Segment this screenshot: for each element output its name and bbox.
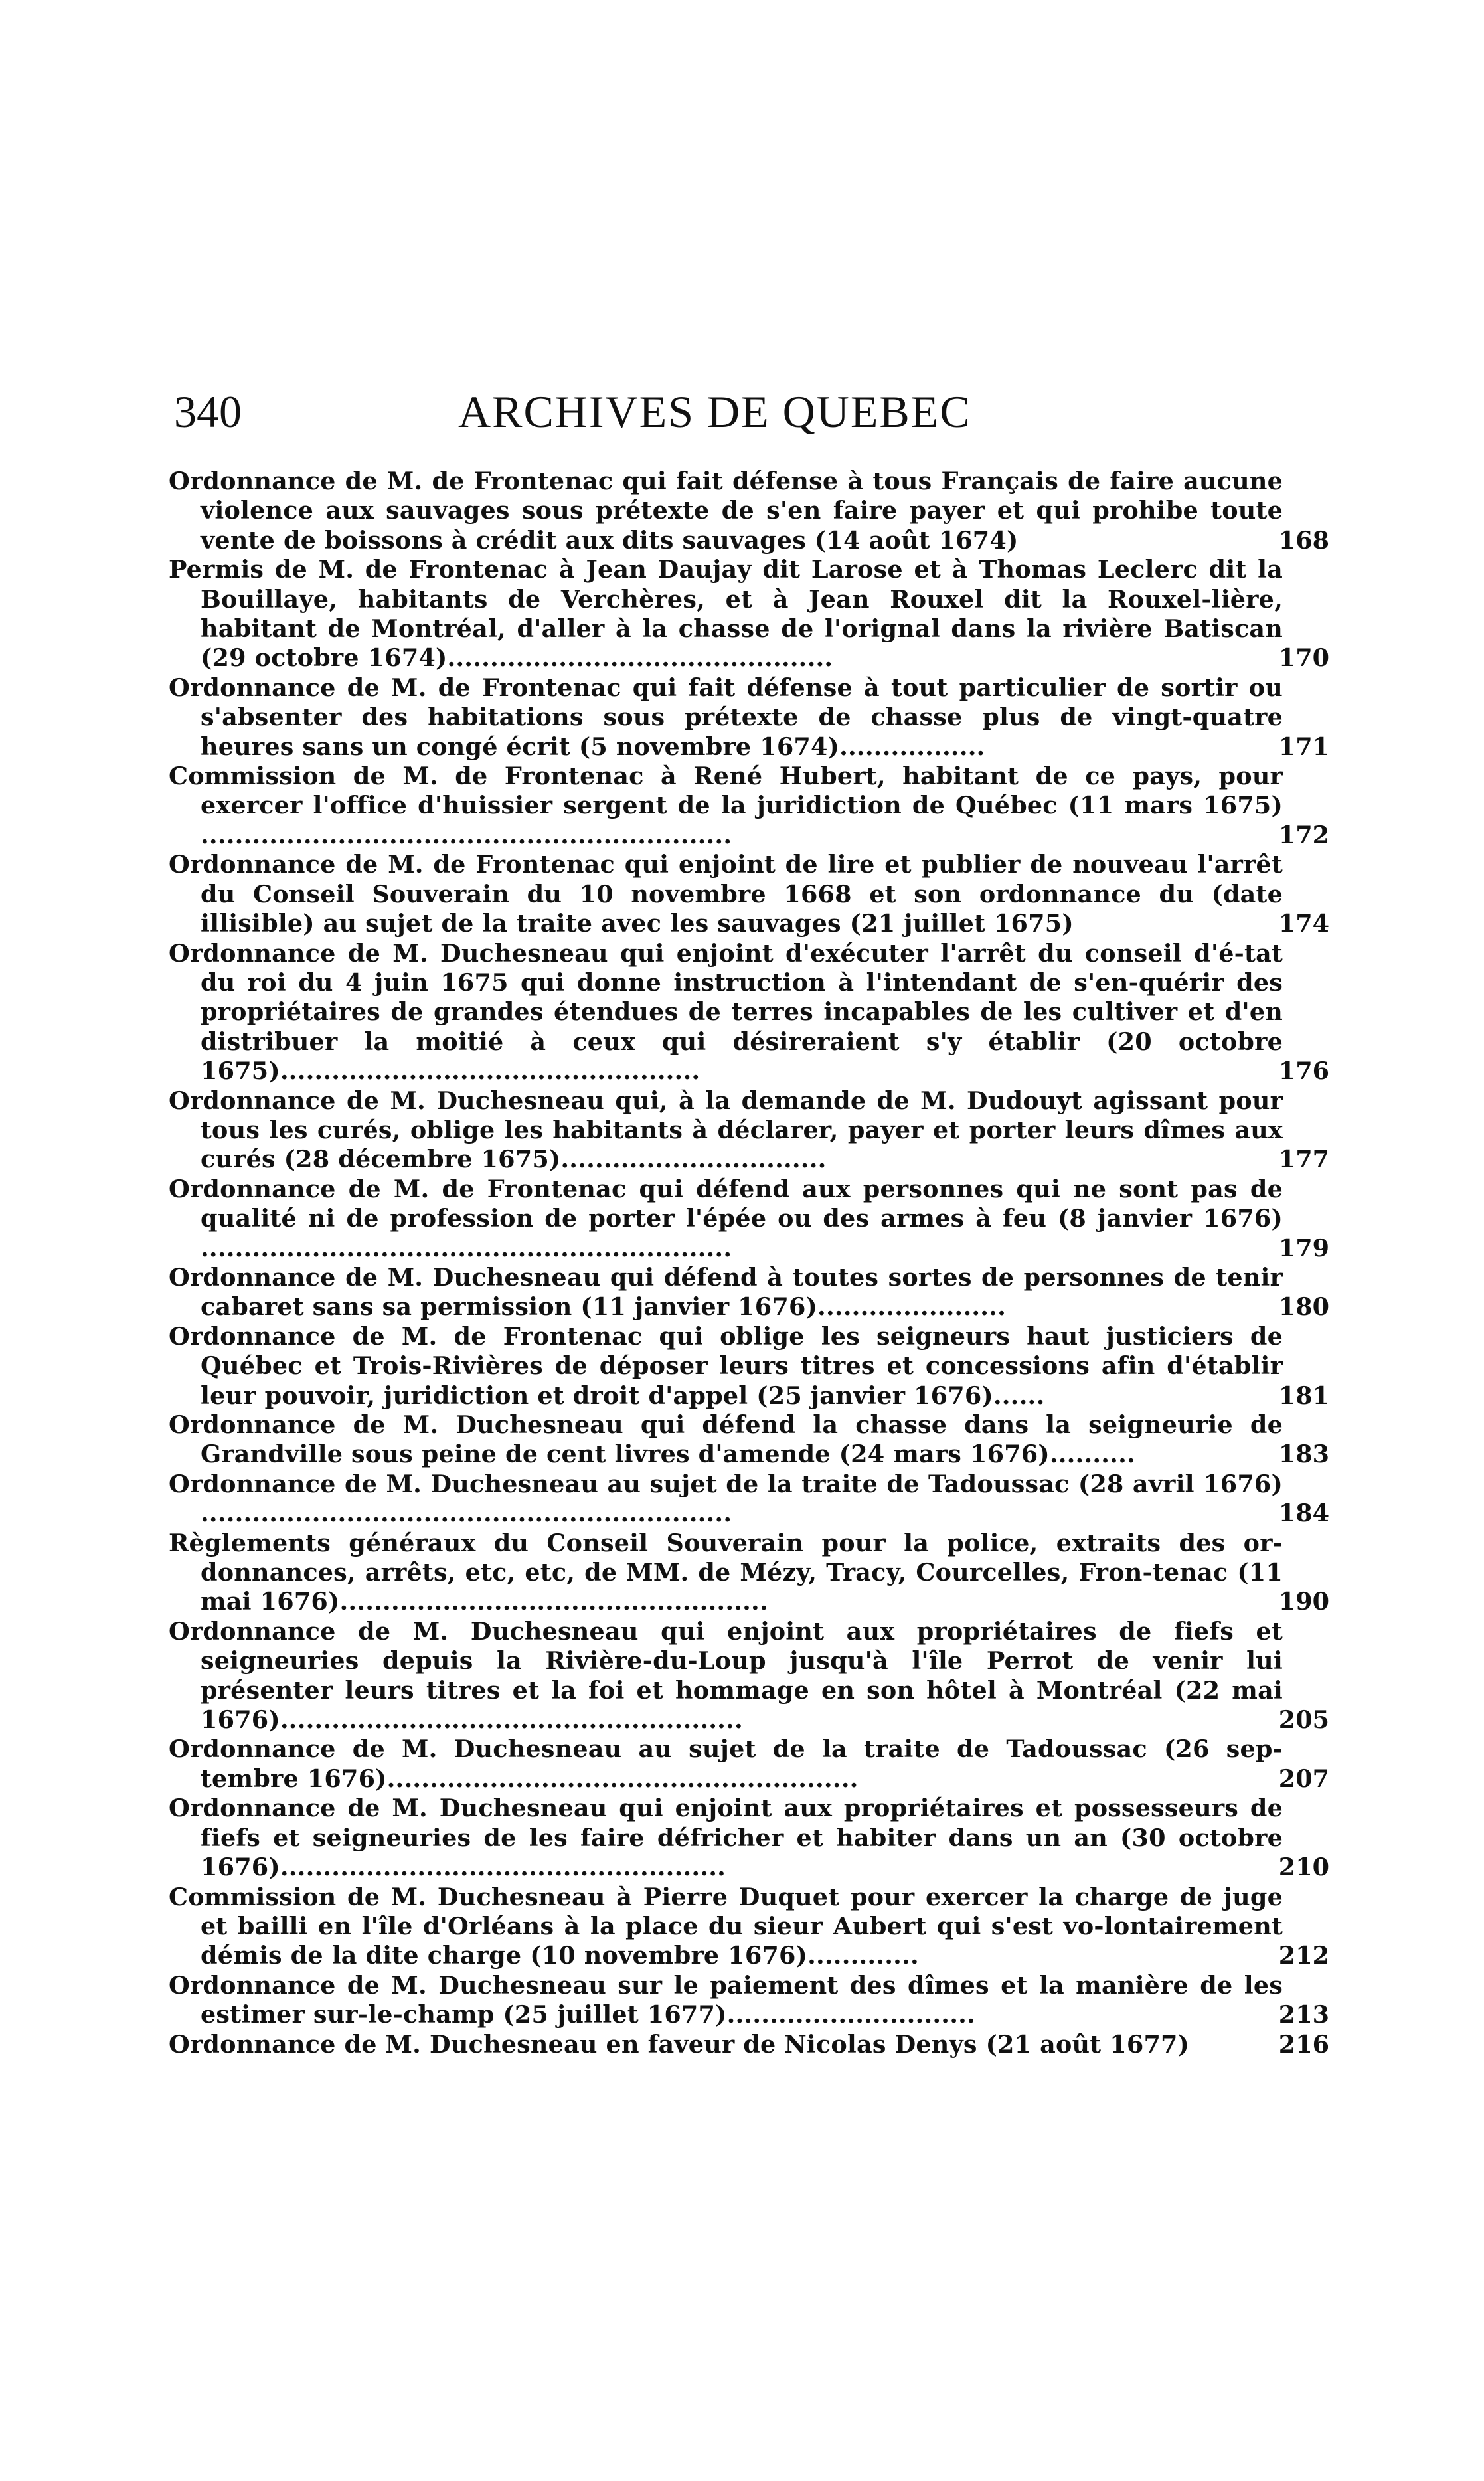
- toc-entry-text: Ordonnance de M. Duchesneau qui défend à toutes sortes de personnes de tenir cabaret sans sa permission (11 janvier 1676)......................: [169, 1262, 1283, 1322]
- toc-entry: [169, 467, 1329, 555]
- toc-entry: [169, 1411, 1329, 1470]
- toc-entry-text: Ordonnance de M. Duchesneau au sujet de la traite de Tadoussac (26 sep-tembre 1676).......................................................: [169, 1735, 1283, 1793]
- toc-entry-page-number: 172: [1278, 820, 1329, 849]
- page-header: [174, 379, 1303, 452]
- toc-entry-text: Ordonnance de M. Duchesneau qui enjoint aux propriétaires de fiefs et seigneuries depuis la Rivière-du-Loup jusqu'à l'île Perrot de venir lui présenter leurs titres et la foi et hommage en son hôtel à Montréal (22 mai 1676)......................................................: [169, 1616, 1283, 1735]
- toc-entry-text: Règlements généraux du Conseil Souverain pour la police, extraits des or-donnances, arrêts, etc, etc, de MM. de Mézy, Tracy, Courcelles, Fron-tenac (11 mai 1676)..................................................: [169, 1528, 1283, 1616]
- toc-entry-text: Ordonnance de M. de Frontenac qui oblige les seigneurs haut justiciers de Québec et Trois-Rivières de déposer leurs titres et concessions afin d'établir leur pouvoir, juridiction et droit d'appel (25 janvier 1676)......: [169, 1322, 1283, 1410]
- toc-entry-text: Ordonnance de M. Duchesneau sur le paiement des dîmes et la manière de les estimer sur-le-champ (25 juillet 1677).............................: [169, 1970, 1283, 2029]
- toc-entry-page-number: 179: [1278, 1233, 1329, 1262]
- page-number: 340: [174, 386, 242, 437]
- toc-entry-text: Ordonnance de M. Duchesneau au sujet de la traite de Tadoussac (28 avril 1676) ..............................................................: [169, 1469, 1283, 1528]
- toc-entry-page-number: 216: [1278, 2029, 1329, 2059]
- toc-entry-page-number: 213: [1278, 2000, 1329, 2029]
- toc-entry-text: Commission de M. de Frontenac à René Hubert, habitant de ce pays, pour exercer l'office d'huissier sergent de la juridiction de Québec (11 mars 1675) ..............................................................: [169, 762, 1283, 849]
- toc-entry-text: Ordonnance de M. de Frontenac qui défend aux personnes qui ne sont pas de qualité ni de profession de porter l'épée ou des armes à feu (8 janvier 1676) ..............................................................: [169, 1174, 1283, 1262]
- toc-entry: [169, 1971, 1329, 2030]
- toc-entry: [169, 2030, 1329, 2059]
- toc-entry: [169, 1883, 1329, 1971]
- toc-entry-page-number: 207: [1278, 1764, 1329, 1793]
- toc-entry-page-number: 174: [1278, 909, 1329, 938]
- toc-entry-text: Ordonnance de M. de Frontenac qui enjoint de lire et publier de nouveau l'arrêt du Conseil Souverain du 10 novembre 1668 et son ordonnance du (date illisible) au sujet de la traite avec les sauvages (21 juillet 1675): [169, 850, 1283, 938]
- toc-entry: [169, 555, 1329, 673]
- running-title: ARCHIVES DE QUEBEC: [458, 386, 971, 437]
- toc-entry: [169, 1735, 1329, 1794]
- toc-entry-text: Permis de M. de Frontenac à Jean Daujay dit Larose et à Thomas Leclerc dit la Bouillaye, habitants de Verchères, et à Jean Rouxel dit la Rouxel-lière, habitant de Montréal, d'aller à la chasse de l'orignal dans la rivière Batiscan (29 octobre 1674).............................................: [169, 555, 1283, 673]
- toc-entry: [169, 939, 1329, 1086]
- toc-entry: [169, 1175, 1329, 1263]
- toc-entry: [169, 1086, 1329, 1175]
- toc-entry: [169, 1617, 1329, 1735]
- toc-entry-text: Ordonnance de M. Duchesneau qui défend la chasse dans la seigneurie de Grandville sous peine de cent livres d'amende (24 mars 1676)..........: [169, 1411, 1283, 1469]
- toc-entry-page-number: 176: [1278, 1057, 1329, 1086]
- toc-entry-page-number: 171: [1278, 732, 1329, 761]
- toc-entry-text: Ordonnance de M. Duchesneau en faveur de Nicolas Denys (21 août 1677): [169, 2029, 1190, 2059]
- toc-entry: [169, 1470, 1329, 1529]
- toc-entry: [169, 1794, 1329, 1882]
- toc-entry-page-number: 170: [1278, 643, 1329, 673]
- toc-entry-text: Ordonnance de M. Duchesneau qui, à la demande de M. Dudouyt agissant pour tous les curés, oblige les habitants à déclarer, payer et porter leurs dîmes aux curés (28 décembre 1675)...............................: [169, 1086, 1283, 1174]
- toc-entry-text: Ordonnance de M. Duchesneau qui enjoint d'exécuter l'arrêt du conseil d'é-tat du roi du 4 juin 1675 qui donne instruction à l'intendant de s'en-quérir des propriétaires de grandes étendues de terres incapables de les cultiver et d'en distribuer la moitié à ceux qui désireraient s'y établir (20 octobre 1675).................................................: [169, 938, 1283, 1086]
- toc-entry-page-number: 190: [1278, 1587, 1329, 1616]
- toc-entry-page-number: 184: [1278, 1499, 1329, 1528]
- toc-entry: [169, 762, 1329, 850]
- toc-entry-page-number: 180: [1278, 1292, 1329, 1322]
- toc-entry: [169, 673, 1329, 762]
- toc-entry-text: Ordonnance de M. de Frontenac qui fait défense à tout particulier de sortir ou s'absenter des habitations sous prétexte de chasse plus de vingt-quatre heures sans un congé écrit (5 novembre 1674).................: [169, 673, 1283, 761]
- toc-entry-page-number: 181: [1278, 1381, 1329, 1410]
- toc-entry: [169, 1322, 1329, 1411]
- toc-entry-text: Ordonnance de M. Duchesneau qui enjoint aux propriétaires et possesseurs de fiefs et seigneuries de les faire défricher et habiter dans un an (30 octobre 1676)....................................................: [169, 1794, 1283, 1882]
- toc-entry-page-number: 210: [1278, 1853, 1329, 1882]
- toc-entry: [169, 850, 1329, 938]
- toc-entry-page-number: 205: [1278, 1705, 1329, 1735]
- toc-entry-page-number: 183: [1278, 1440, 1329, 1469]
- toc-entry-page-number: 177: [1278, 1145, 1329, 1174]
- toc-entry-page-number: 212: [1278, 1941, 1329, 1970]
- toc-entry-page-number: 168: [1278, 525, 1329, 555]
- toc-entry: [169, 1529, 1329, 1617]
- toc-entry: [169, 1263, 1329, 1322]
- toc-entry-text: Ordonnance de M. de Frontenac qui fait défense à tous Français de faire aucune violence aux sauvages sous prétexte de s'en faire payer et qui prohibe toute vente de boissons à crédit aux dits sauvages (14 août 1674): [169, 467, 1283, 555]
- table-of-contents: [169, 467, 1329, 2059]
- toc-entry-text: Commission de M. Duchesneau à Pierre Duquet pour exercer la charge de juge et bailli en l'île d'Orléans à la place du sieur Aubert qui s'est vo-lontairement démis de la dite charge (10 novembre 1676).............: [169, 1882, 1283, 1970]
